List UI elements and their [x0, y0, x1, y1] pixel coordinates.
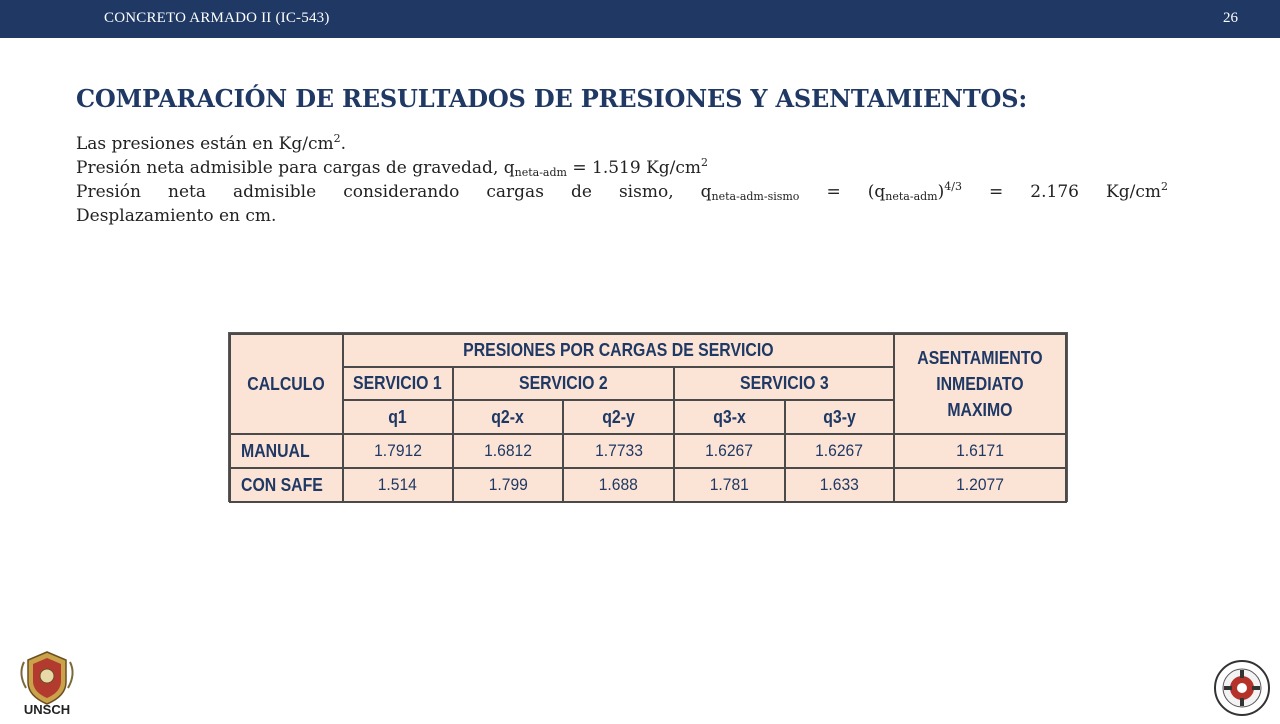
page-number: 26: [1223, 10, 1238, 26]
results-table: [228, 332, 1068, 502]
displacement-units-line: Desplazamiento en cm.: [76, 206, 277, 227]
table-row: [230, 434, 1066, 468]
pressure-units-line: Las presiones están en $Kg/cm^2$.: [76, 132, 347, 154]
table-cell: 1.799: [453, 468, 564, 502]
table-row: [230, 468, 1066, 502]
subheader-q2y: q2-y: [563, 400, 674, 434]
table-cell: 1.6171: [894, 434, 1066, 468]
subheader-q3x: q3-x: [674, 400, 785, 434]
table-cell: 1.2077: [894, 468, 1066, 502]
subheader-q3y: q3-y: [785, 400, 895, 434]
subheader-q1: q1: [343, 400, 453, 434]
header-calculo: CALCULO: [230, 334, 343, 434]
header-asentamiento: ASENTAMIENTO INMEDIATO MAXIMO: [894, 334, 1066, 434]
subheader-q2x: q2-x: [453, 400, 564, 434]
table-cell: 1.688: [563, 468, 674, 502]
header-servicio-2: SERVICIO 2: [453, 367, 674, 400]
row-label-con-safe: CON SAFE: [230, 468, 343, 502]
table-cell: 1.6267: [674, 434, 785, 468]
slide-title: COMPARACIÓN DE RESULTADOS DE PRESIONES Y ASENTAMIENTOS:: [76, 84, 1027, 113]
slide-body: [76, 132, 1168, 229]
table-cell: 1.7912: [343, 434, 453, 468]
university-crest-icon: [10, 648, 84, 720]
table-cell: 1.6812: [453, 434, 564, 468]
header-bar: [0, 0, 1280, 38]
logo-left-label: UNSCH: [23, 702, 71, 717]
header-servicio-3: SERVICIO 3: [674, 367, 894, 400]
table-cell: 1.781: [674, 468, 785, 502]
header-servicio-1: SERVICIO 1: [343, 367, 453, 400]
row-label-manual: MANUAL: [230, 434, 343, 468]
table-cell: 1.6267: [785, 434, 895, 468]
seismic-pressure-line: Presión neta admisible considerando cargas de sismo, $q_{neta-adm-sismo} = (q_{neta-adm})^{4/3} = 2.176$ $Kg/cm^2$: [76, 180, 1168, 204]
table-cell: 1.633: [785, 468, 895, 502]
table-cell: 1.7733: [563, 434, 674, 468]
course-title: CONCRETO ARMADO II (IC-543): [104, 10, 330, 26]
gravity-pressure-line: Presión neta admisible para cargas de gravedad, $q_{neta-adm} = 1.519$ $Kg/cm^2$: [76, 156, 709, 180]
engineering-school-seal-icon: [1212, 656, 1272, 720]
table-cell: 1.514: [343, 468, 453, 502]
header-presiones: PRESIONES POR CARGAS DE SERVICIO: [343, 334, 894, 367]
